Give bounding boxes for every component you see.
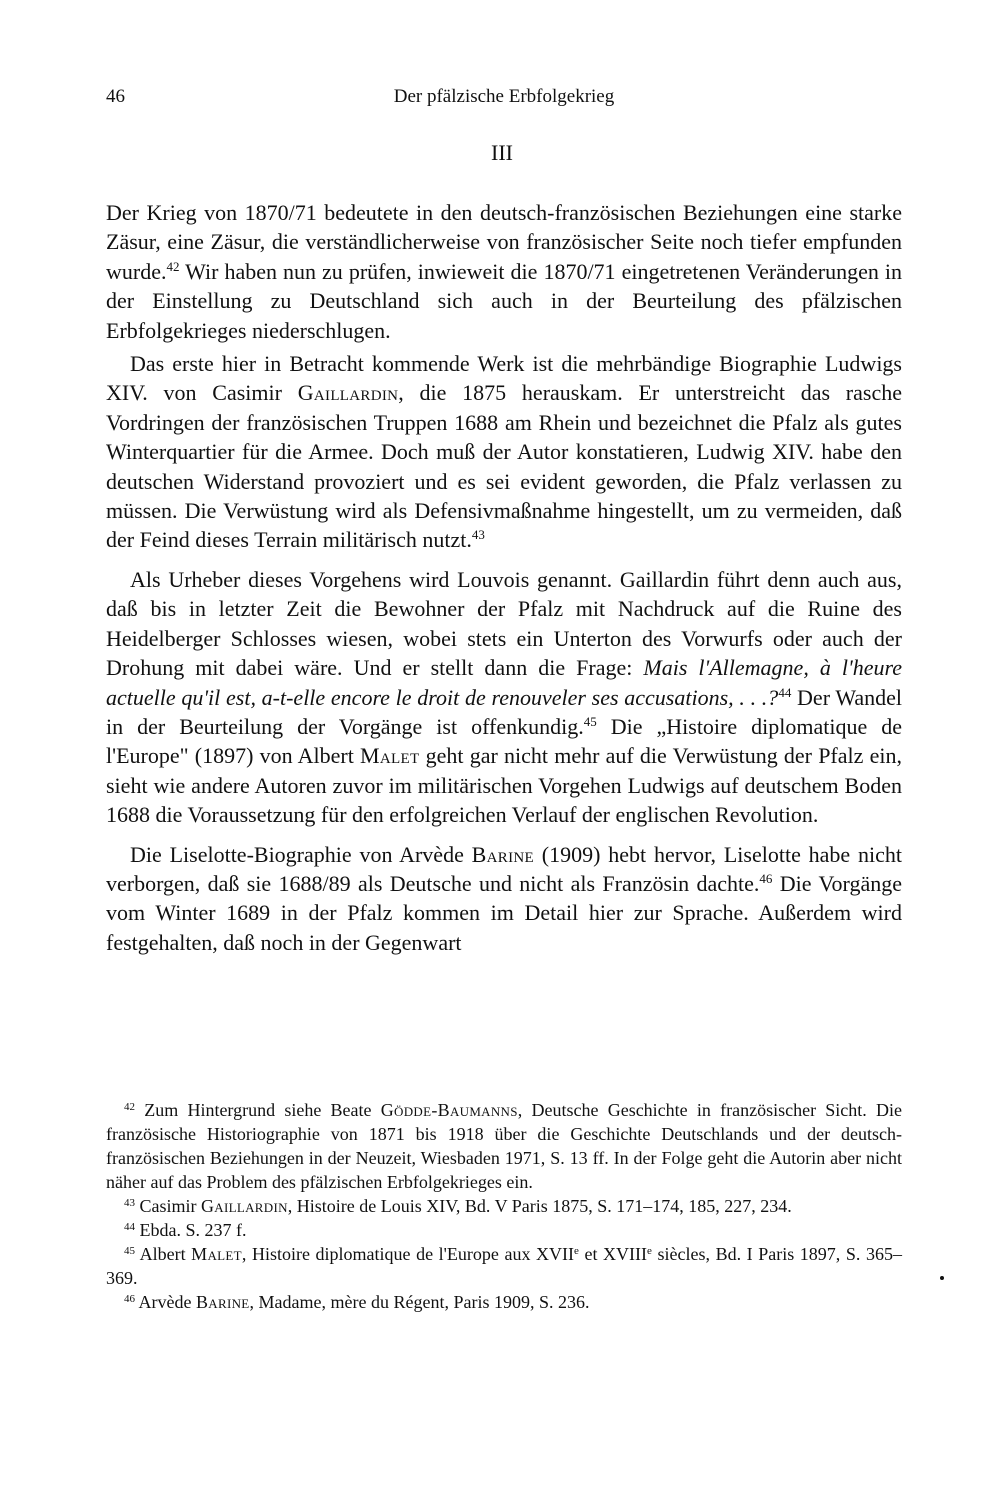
page-number: 46 <box>106 86 125 107</box>
footnote-number: 46 <box>124 1293 135 1305</box>
footnote-46 <box>106 1290 902 1314</box>
author-name: Barine <box>195 1292 250 1312</box>
paragraph-4 <box>106 840 902 958</box>
author-name: Barine <box>471 841 534 867</box>
paragraph-text: Wir haben nun zu prüfen, inwieweit die 1870/71 eingetretenen Veränderungen in der Einstellung zu Deutschland sich auch in der Beurteilung des pfälzischen Erbfolgekrieges niederschlugen. <box>106 258 902 343</box>
footnote-43 <box>106 1194 902 1218</box>
footnote-ref[interactable]: 43 <box>471 527 485 543</box>
paragraph-text: Der Krieg von 1870/71 bedeutete in den deutsch-französischen Beziehungen eine starke Zäsur, eine Zäsur, die verständlicherweise von französischer Seite noch tiefer empfunden wurde. <box>106 200 902 284</box>
paragraph-1 <box>106 198 902 345</box>
paragraph-text: (1909) hebt hervor, Liselotte habe nicht verborgen, daß sie 1688/89 als Deutsche und nicht als Französin dachte. <box>106 841 903 896</box>
paragraph-text: , die 1875 herauskam. Er unterstreicht das rasche Vordringen der französischen Truppen 1688 am Rhein und bezeichnet die Pfalz als gutes Winterquartier für die Armee. Doch muß der Autor konstatieren, Ludwig XIV. habe den deutschen Widerstand provoziert und es sei evident geworden, die Pfalz verlassen zu müssen. Die Verwüstung wird als Defensivmaßnahme hingestellt, um zu vermeiden, daß der Feind dieses Terrain militärisch nutzt. <box>106 380 902 553</box>
author-name: Malet <box>360 743 420 769</box>
footnote-text: Zum Hintergrund siehe Beate <box>135 1100 381 1120</box>
paragraph-text: Die Liselotte-Biographie von Arvède <box>130 841 472 867</box>
quotation: Mais l'Allemagne, à l'heure actuelle qu'il est, a-t-elle encore le droit de renouveler ses accusations, . . .? <box>106 655 902 710</box>
paragraph-3 <box>106 565 902 830</box>
footnote-45 <box>106 1242 902 1290</box>
running-header <box>106 86 902 116</box>
footnote-text: Casimir <box>135 1196 201 1216</box>
century-superscript: e <box>574 1245 579 1257</box>
footnote-44 <box>106 1218 902 1242</box>
footnote-42 <box>106 1098 902 1194</box>
author-name: Gaillardin <box>297 380 399 406</box>
footnote-number: 44 <box>124 1221 135 1233</box>
footnotes <box>106 1098 902 1314</box>
section-heading: III <box>491 140 513 165</box>
paragraph-text: Als Urheber dieses Vorgehens wird Louvois genannt. Gaillardin führt denn auch aus, daß bis in letzter Zeit die Bewohner der Pfalz mit Nachdruck auf die Ruine des Heidelberger Schlosses wiesen, wobei stets ein Unterton des Vorwurfs oder auch der Drohung mit dabei wäre. Und er stellt dann die Frage: <box>106 566 902 681</box>
scan-speck <box>940 1276 944 1280</box>
author-name: Malet <box>191 1244 242 1264</box>
running-title: Der pfälzische Erbfolgekrieg <box>393 86 615 107</box>
paragraph-text: Die Vorgänge vom Winter 1689 in der Pfalz kommen im Detail hier zur Sprache. Außerdem wird festgehalten, daß noch in der Gegenwart <box>106 870 902 955</box>
paragraph-2 <box>106 349 902 555</box>
paragraph-text: Das erste hier in Betracht kommende Werk ist die mehrbändige Biographie Ludwigs XIV. von Casimir <box>106 351 902 406</box>
footnote-text: Arvède <box>135 1292 196 1312</box>
footnote-text: , Deutsche Geschichte in französischer Sicht. Die französische Historiographie von 1871 bis 1918 über die Geschichte Deutschlands und der deutsch-französischen Beziehungen in der Neuzeit, Wiesbaden 1971, S. 13 ff. In der Folge geht die Autorin aber nicht näher auf das Problem des pfälzischen Erbfolgekrieges ein. <box>106 1100 902 1192</box>
footnote-number: 42 <box>124 1101 135 1113</box>
footnote-number: 45 <box>124 1245 135 1257</box>
author-name: Gödde-Baumanns <box>380 1100 518 1120</box>
footnote-text: Albert <box>135 1244 192 1264</box>
paragraph-text: Der Wandel in der Beurteilung der Vorgänge ist offenkundig. <box>106 684 902 739</box>
footnote-number: 43 <box>124 1197 135 1209</box>
footnote-text: siècles, Bd. I Paris 1897, S. 365–369. <box>106 1244 902 1288</box>
footnote-text: et XVIII <box>578 1244 648 1264</box>
footnote-text: , Histoire de Louis XIV, Bd. V Paris 1875, S. 171–174, 185, 227, 234. <box>287 1196 792 1216</box>
footnote-ref[interactable]: 46 <box>759 870 773 886</box>
paragraph-text: Die „Histoire diplomatique de l'Europe" (1897) von Albert <box>106 713 902 769</box>
author-name: Gaillardin <box>201 1196 288 1216</box>
main-text <box>106 198 902 957</box>
footnote-text: Ebda. S. 237 f. <box>135 1220 247 1240</box>
footnote-text: , Histoire diplomatique de l'Europe aux XVII <box>241 1244 575 1264</box>
paragraph-text: geht gar nicht mehr auf die Verwüstung der Pfalz ein, sieht wie andere Autoren zuvor im militärischen Vorgehen Ludwigs auf deutschem Boden 1688 die Voraussetzung für den erfolgreichen Verlauf der englischen Revolution. <box>106 743 902 828</box>
century-superscript: e <box>647 1245 652 1257</box>
footnote-ref[interactable]: 42 <box>166 258 180 274</box>
footnote-text: , Madame, mère du Régent, Paris 1909, S. 236. <box>249 1292 590 1312</box>
footnote-ref[interactable]: 45 <box>583 713 597 729</box>
footnote-ref[interactable]: 44 <box>778 684 792 700</box>
